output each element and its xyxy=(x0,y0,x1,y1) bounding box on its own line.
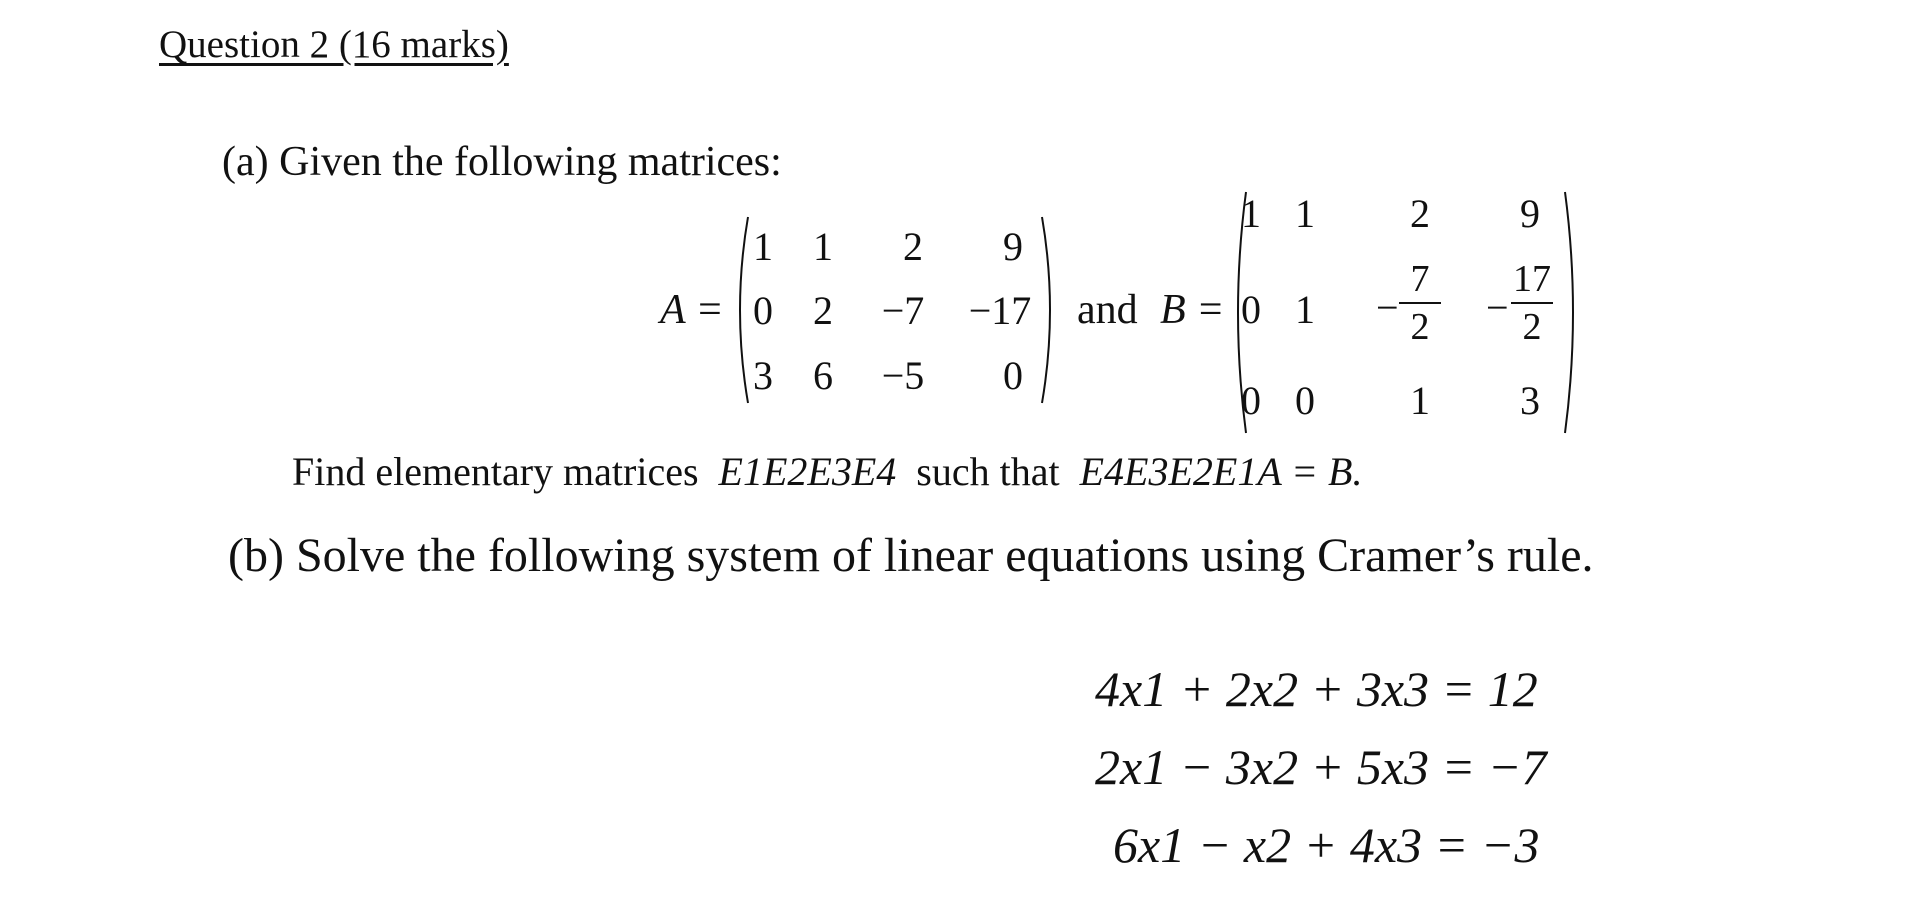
fraction-seven-halves xyxy=(1395,259,1445,347)
fraction-denominator: 2 xyxy=(1522,306,1542,348)
find-instruction xyxy=(292,448,1362,495)
matrix-a-label xyxy=(660,286,724,334)
fraction-sign: − xyxy=(1376,285,1399,330)
matrix-a-cell: −7 xyxy=(881,288,925,333)
matrix-a xyxy=(730,215,1060,405)
elementary-matrices: E1E2E3E4 xyxy=(718,449,897,494)
fraction-bar xyxy=(1511,302,1553,304)
matrix-a-cell: 6 xyxy=(813,353,833,398)
part-b-prompt: (b) Solve the following system of linear equations using Cramer’s rule. xyxy=(228,529,1594,582)
matrix-b-cell: 9 xyxy=(1520,191,1540,236)
matrix-b-cell: 1 xyxy=(1295,191,1315,236)
matrix-b-cell: 3 xyxy=(1520,378,1540,423)
part-a-intro: (a) Given the following matrices: xyxy=(222,139,782,185)
fraction-numerator: 17 xyxy=(1513,258,1551,300)
matrix-a-cell: 2 xyxy=(903,224,923,269)
matrix-a-label-text: A = xyxy=(660,287,724,333)
such-that-text: such that xyxy=(916,449,1060,494)
fraction-denominator: 2 xyxy=(1410,306,1430,348)
equation-3: 6x1 − x2 + 4x3 = −3 xyxy=(1113,817,1540,873)
matrix-a-cell: 2 xyxy=(813,288,833,333)
matrix-b-cell: 0 xyxy=(1295,378,1315,423)
matrix-a-cell: 3 xyxy=(753,353,773,398)
fraction-seventeen-halves xyxy=(1507,259,1557,347)
fraction-sign: − xyxy=(1486,285,1509,330)
matrix-a-cell: 1 xyxy=(813,224,833,269)
matrix-a-cell: 1 xyxy=(753,224,773,269)
matrix-b-cell: 2 xyxy=(1410,191,1430,236)
matrix-a-cell: 9 xyxy=(1003,224,1023,269)
matrix-a-cell: −5 xyxy=(881,353,925,398)
matrix-b-label-text: B = xyxy=(1160,287,1225,333)
matrix-b-cell: 0 xyxy=(1241,378,1261,423)
matrix-b-cell: 1 xyxy=(1295,287,1315,332)
equation-2: 2x1 − 3x2 + 5x3 = −7 xyxy=(1095,739,1547,795)
question-title: Question 2 (16 marks) xyxy=(159,23,509,66)
product-expression: E4E3E2E1A = B. xyxy=(1079,449,1363,494)
matrix-a-cell: 0 xyxy=(753,288,773,333)
matrix-b-cell: 1 xyxy=(1410,378,1430,423)
matrix-b xyxy=(1228,190,1583,435)
and-text: and xyxy=(1077,287,1138,333)
matrix-b-cell: 0 xyxy=(1241,287,1261,332)
fraction-numerator: 7 xyxy=(1410,258,1430,300)
matrix-b-cell: 1 xyxy=(1241,191,1261,236)
fraction-bar xyxy=(1399,302,1441,304)
matrix-a-cell: 0 xyxy=(1003,353,1023,398)
equation-1: 4x1 + 2x2 + 3x3 = 12 xyxy=(1095,661,1538,717)
find-text: Find elementary matrices xyxy=(292,449,699,494)
matrix-a-cell: −17 xyxy=(968,288,1032,333)
